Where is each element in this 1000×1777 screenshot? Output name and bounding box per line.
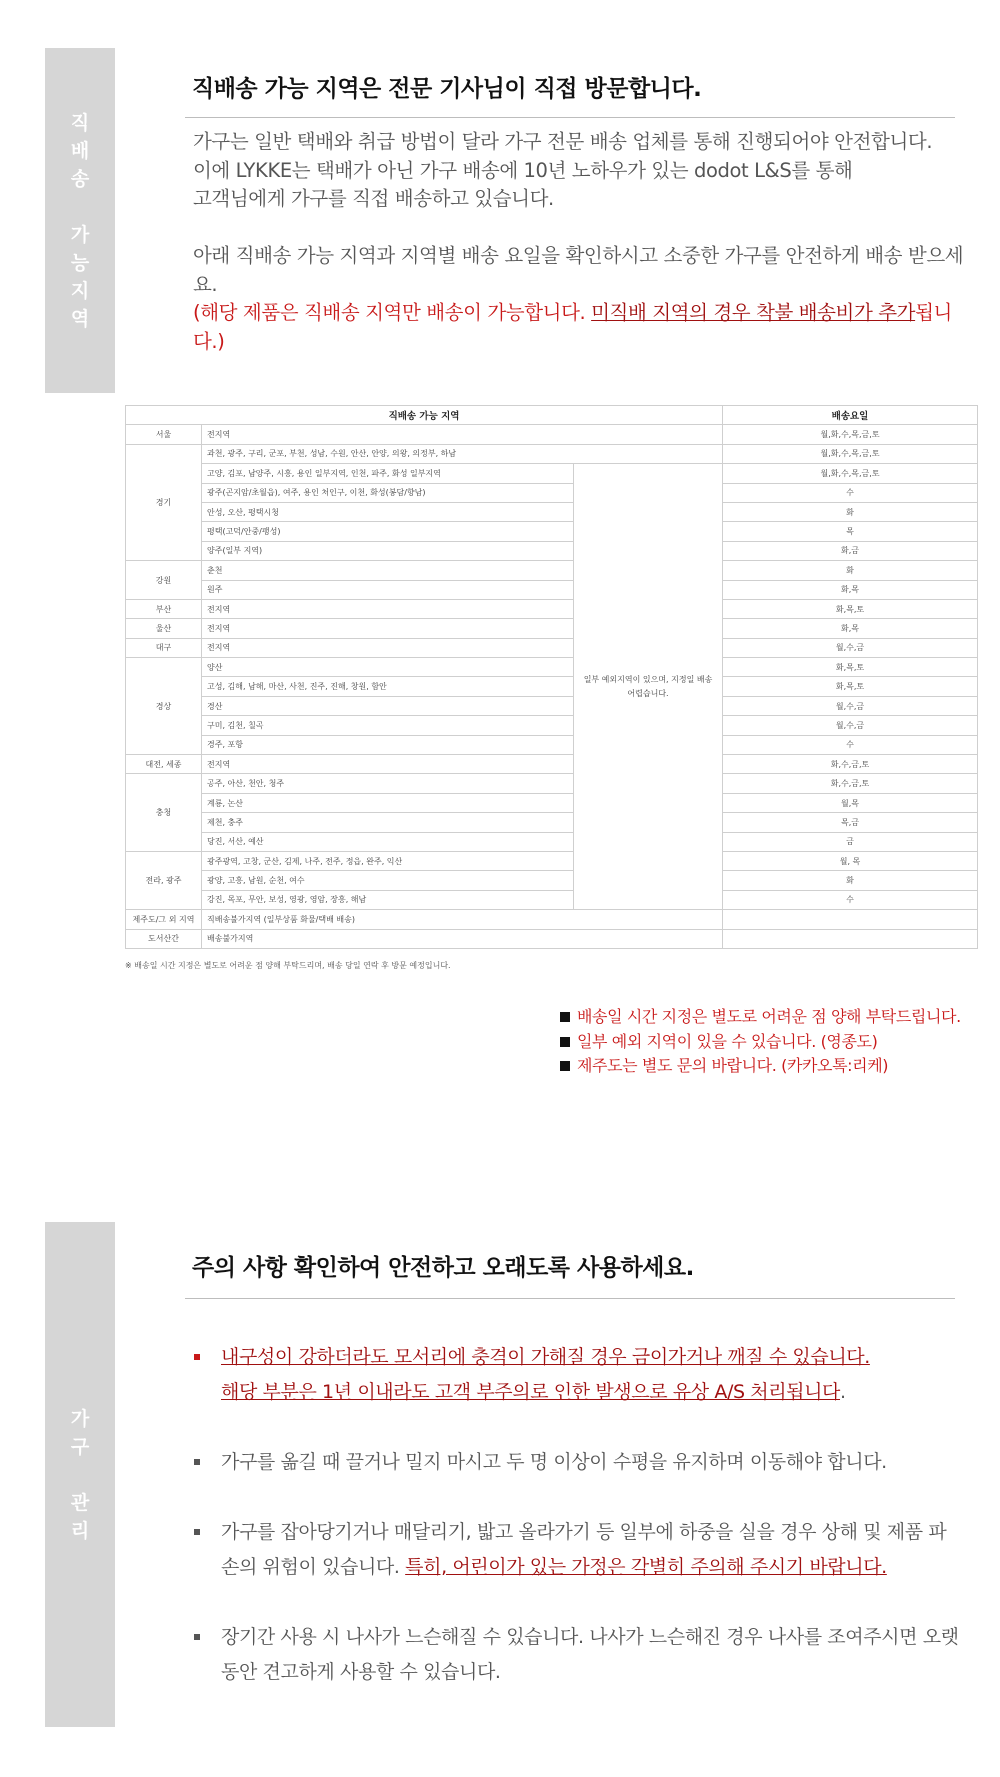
area-cell: 광주광역, 고창, 군산, 김제, 나주, 전주, 정읍, 완주, 익산 <box>202 851 574 870</box>
area-cell: 고성, 김해, 남해, 마산, 사천, 진주, 진해, 창원, 함안 <box>202 677 574 696</box>
table-header-days: 배송요일 <box>723 406 978 425</box>
delivery-days-cell: 목 <box>723 522 978 541</box>
delivery-days-cell: 월,수,금 <box>723 638 978 657</box>
table-row <box>126 890 978 909</box>
care-list <box>192 1340 962 1690</box>
delivery-days-cell: 월,목 <box>723 793 978 812</box>
region-cell: 강원 <box>126 561 202 600</box>
square-bullet-icon <box>194 1354 200 1360</box>
square-bullet-icon <box>560 1012 570 1022</box>
region-cell: 대전, 세종 <box>126 755 202 774</box>
area-cell: 배송불가지역 <box>202 929 723 948</box>
delivery-days-cell: 월,수,금 <box>723 716 978 735</box>
delivery-side-label: 직 배 송 가 능 지 역 <box>45 48 115 393</box>
region-cell: 충청 <box>126 774 202 852</box>
intro-line-4: 아래 직배송 가능 지역과 지역별 배송 요일을 확인하시고 소중한 가구를 안전하게 배송 받으세요. <box>193 244 964 296</box>
table-row <box>126 502 978 521</box>
delivery-intro <box>193 128 968 356</box>
area-cell: 경산 <box>202 696 574 715</box>
area-cell: 고양, 김포, 남양주, 시흥, 용인 일부지역, 인천, 파주, 화성 일부지역 <box>202 464 574 483</box>
region-cell: 전라, 광주 <box>126 851 202 909</box>
delivery-days-cell: 화,목 <box>723 580 978 599</box>
table-row <box>126 813 978 832</box>
delivery-days-cell: 화,목 <box>723 619 978 638</box>
delivery-days-cell: 월,수,금 <box>723 696 978 715</box>
region-cell: 제주도/그 외 지역 <box>126 910 202 929</box>
intro-line-3: 고객님에게 가구를 직접 배송하고 있습니다. <box>193 187 554 210</box>
square-bullet-icon <box>194 1634 200 1640</box>
table-row <box>126 696 978 715</box>
area-cell: 계룡, 논산 <box>202 793 574 812</box>
care-side-label: 가 구 관 리 <box>45 1222 115 1727</box>
table-row <box>126 444 978 463</box>
table-row <box>126 561 978 580</box>
delivery-days-cell: 수 <box>723 483 978 502</box>
delivery-days-cell: 수 <box>723 890 978 909</box>
table-row <box>126 483 978 502</box>
area-cell: 양산 <box>202 658 574 677</box>
area-cell: 경주, 포항 <box>202 735 574 754</box>
delivery-days-cell: 수 <box>723 735 978 754</box>
table-row <box>126 522 978 541</box>
square-bullet-icon <box>194 1459 200 1465</box>
exception-note-cell: 일부 예외지역이 있으며, 지정일 배송 어렵습니다. <box>574 464 723 910</box>
care-item-3: 가구를 잡아당기거나 매달리기, 밟고 올라가기 등 일부에 하중을 실을 경우 상해 및 제품 파손의 위험이 있습니다. 특히, 어린이가 있는 가정은 각별히 주의해 주시기 바랍니다. <box>192 1515 962 1585</box>
area-cell: 전지역 <box>202 619 574 638</box>
care-item-4: 장기간 사용 시 나사가 느슨해질 수 있습니다. 나사가 느슨해진 경우 나사를 조여주시면 오랫동안 견고하게 사용할 수 있습니다. <box>192 1620 962 1690</box>
table-row <box>126 910 978 929</box>
care-warning-line-1: 내구성이 강하더라도 모서리에 충격이 가해질 경우 금이가거나 깨질 수 있습니다. <box>221 1346 870 1368</box>
table-row <box>126 425 978 444</box>
table-row <box>126 774 978 793</box>
square-bullet-icon <box>194 1529 200 1535</box>
delivery-divider <box>185 117 955 118</box>
notice-item: 일부 예외 지역이 있을 수 있습니다. (영종도) <box>560 1030 961 1055</box>
delivery-days-cell: 화,목,토 <box>723 599 978 618</box>
area-cell: 전지역 <box>202 638 574 657</box>
area-cell: 강진, 목포, 무안, 보성, 영광, 영암, 장흥, 해남 <box>202 890 574 909</box>
care-divider <box>185 1298 955 1299</box>
care-item-1: 내구성이 강하더라도 모서리에 충격이 가해질 경우 금이가거나 깨질 수 있습니다. 해당 부분은 1년 이내라도 고객 부주의로 인한 발생으로 유상 A/S 처리됩니다. <box>192 1340 962 1410</box>
area-cell: 전지역 <box>202 755 574 774</box>
care-item-2: 가구를 옮길 때 끌거나 밀지 마시고 두 명 이상이 수평을 유지하며 이동해야 합니다. <box>192 1445 962 1480</box>
table-row <box>126 464 978 483</box>
delivery-days-cell: 화,수,금,토 <box>723 755 978 774</box>
table-row <box>126 871 978 890</box>
table-row <box>126 638 978 657</box>
area-cell: 안성, 오산, 평택시청 <box>202 502 574 521</box>
table-row <box>126 851 978 870</box>
intro-line-2: 이에 LYKKE는 택배가 아닌 가구 배송에 10년 노하우가 있는 dodot L&S를 통해 <box>193 158 853 182</box>
area-cell: 광주(곤지암/초월읍), 여주, 용인 처인구, 이천, 화성(봉담/향남) <box>202 483 574 502</box>
region-cell: 부산 <box>126 599 202 618</box>
delivery-days-cell: 화 <box>723 502 978 521</box>
region-cell: 대구 <box>126 638 202 657</box>
area-cell: 전지역 <box>202 599 574 618</box>
intro-line-1: 가구는 일반 택배와 취급 방법이 달라 가구 전문 배송 업체를 통해 진행되어야 안전합니다. <box>193 130 933 153</box>
delivery-notices <box>560 1005 961 1079</box>
table-row <box>126 599 978 618</box>
delivery-days-cell: 월,화,수,목,금,토 <box>723 425 978 444</box>
region-cell: 도서산간 <box>126 929 202 948</box>
region-cell: 서울 <box>126 425 202 444</box>
notice-item: 배송일 시간 지정은 별도로 어려운 점 양해 부탁드립니다. <box>560 1005 961 1030</box>
table-row <box>126 677 978 696</box>
care-child-warning: 특히, 어린이가 있는 가정은 각별히 주의해 주시기 바랍니다. <box>405 1556 887 1578</box>
table-header-area: 직배송 가능 지역 <box>126 406 723 425</box>
table-row <box>126 832 978 851</box>
delivery-days-cell: 화,목,토 <box>723 658 978 677</box>
table-row <box>126 658 978 677</box>
region-cell: 경기 <box>126 444 202 560</box>
delivery-days-cell: 화,수,금,토 <box>723 774 978 793</box>
table-row <box>126 929 978 948</box>
area-cell: 양주(일부 지역) <box>202 541 574 560</box>
delivery-days-cell: 월, 목 <box>723 851 978 870</box>
area-cell: 원주 <box>202 580 574 599</box>
delivery-days-cell: 화,목,토 <box>723 677 978 696</box>
table-row <box>126 580 978 599</box>
region-cell: 경상 <box>126 658 202 755</box>
table-row <box>126 735 978 754</box>
delivery-days-cell <box>723 929 978 948</box>
intro-red-notice: (해당 제품은 직배송 지역만 배송이 가능합니다. 미직배 지역의 경우 착불 배송비가 추가됩니다.) <box>193 301 952 353</box>
delivery-days-cell: 금 <box>723 832 978 851</box>
notice-item: 제주도는 별도 문의 바랍니다. (카카오톡:리케) <box>560 1054 961 1079</box>
area-cell: 평택(고덕/안중/팽성) <box>202 522 574 541</box>
care-warning-line-2: 해당 부분은 1년 이내라도 고객 부주의로 인한 발생으로 유상 A/S 처리됩니다 <box>221 1381 841 1403</box>
care-title: 주의 사항 확인하여 안전하고 오래도록 사용하세요. <box>192 1255 694 1281</box>
region-cell: 울산 <box>126 619 202 638</box>
square-bullet-icon <box>560 1037 570 1047</box>
area-cell: 당진, 서산, 예산 <box>202 832 574 851</box>
delivery-days-cell: 화 <box>723 561 978 580</box>
table-row <box>126 716 978 735</box>
table-footnote: ※ 배송일 시간 지정은 별도로 어려운 점 양해 부탁드리며, 배송 당일 연락 후 방문 예정입니다. <box>125 961 451 970</box>
area-cell: 광양, 고흥, 남원, 순천, 여수 <box>202 871 574 890</box>
delivery-days-cell <box>723 910 978 929</box>
delivery-days-cell: 월,화,수,목,금,토 <box>723 464 978 483</box>
delivery-days-cell: 화 <box>723 871 978 890</box>
delivery-days-cell: 목,금 <box>723 813 978 832</box>
area-cell: 과천, 광주, 구리, 군포, 부천, 성남, 수원, 안산, 안양, 의왕, 의정부, 하남 <box>202 444 723 463</box>
area-cell: 춘천 <box>202 561 574 580</box>
delivery-title: 직배송 가능 지역은 전문 기사님이 직접 방문합니다. <box>192 76 702 102</box>
square-bullet-icon <box>560 1061 570 1071</box>
extra-fee-link: 미직배 지역의 경우 착불 배송비가 추가 <box>591 301 916 324</box>
table-row <box>126 541 978 560</box>
area-cell: 제천, 충주 <box>202 813 574 832</box>
area-cell: 직배송불가지역 (일부상품 화물/택배 배송) <box>202 910 723 929</box>
delivery-days-cell: 월,화,수,목,금,토 <box>723 444 978 463</box>
table-body <box>126 425 978 949</box>
area-cell: 공주, 아산, 천안, 청주 <box>202 774 574 793</box>
area-cell: 전지역 <box>202 425 723 444</box>
table-row <box>126 793 978 812</box>
table-row <box>126 755 978 774</box>
area-cell: 구미, 김천, 칠곡 <box>202 716 574 735</box>
delivery-days-cell: 화,금 <box>723 541 978 560</box>
table-row <box>126 619 978 638</box>
delivery-area-table <box>125 405 978 949</box>
